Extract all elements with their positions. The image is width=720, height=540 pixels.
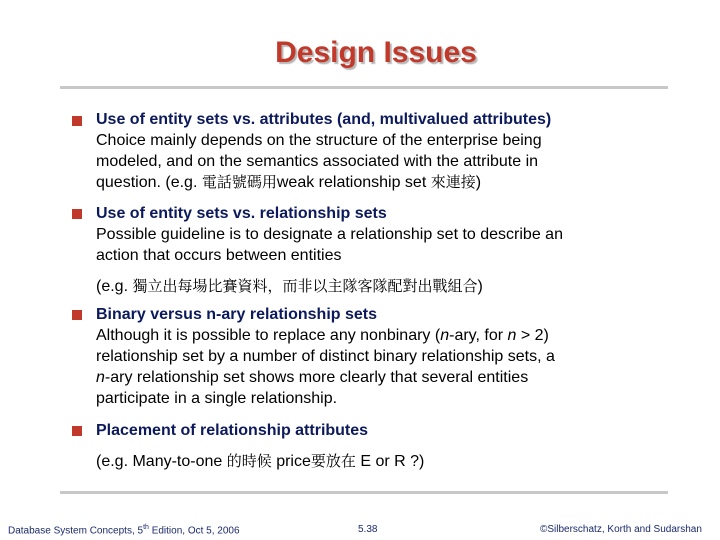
cjk-text: 獨立出每場比賽資料，而非以主隊客隊配對出戰組合 (132, 277, 478, 295)
bullet-heading: Use of entity sets vs. attributes (and, multivalued attributes) (96, 111, 552, 128)
bullet-entity-vs-relationship (96, 203, 636, 266)
text-run: Although it is possible to replace any nonbinary ( (96, 327, 441, 344)
text-run: question. (e.g. (96, 174, 202, 191)
footer-copyright: ©Silberschatz, Korth and Sudarshan (540, 524, 702, 535)
bullet-heading: Use of entity sets vs. relationship sets (96, 205, 387, 222)
cjk-text: 要放在 (310, 452, 356, 470)
text-run: -ary, for (449, 327, 508, 344)
bullet-heading: Binary versus n-ary relationship sets (96, 306, 377, 323)
italic-n: n (507, 327, 517, 344)
bullet-entity-vs-attribute (96, 109, 636, 193)
body-line: Choice mainly depends on the structure of the enterprise being (96, 132, 542, 149)
footer-page-number: 5.38 (358, 524, 378, 535)
bullet-example-line (96, 451, 636, 472)
italic-n: n (96, 369, 105, 386)
cjk-text: 的時候 (226, 452, 272, 470)
text-run: price (271, 453, 311, 470)
body-line-example (96, 451, 636, 472)
text-run: -ary relationship set shows more clearly that several entities (104, 369, 529, 386)
body-line-example (96, 172, 636, 193)
italic-n: n (440, 327, 450, 344)
body-line: action that occurs between entities (96, 247, 342, 264)
bullet-square-icon (72, 209, 82, 219)
superscript: th (143, 524, 149, 531)
text-run: (e.g. Many-to-one (96, 453, 227, 470)
footer-divider (60, 491, 668, 494)
body-line (96, 367, 636, 388)
text-run: ) (475, 174, 482, 191)
title-divider (60, 86, 668, 89)
body-line: modeled, and on the semantics associated with the attribute in (96, 153, 539, 170)
text-run: Database System Concepts, 5 (8, 525, 144, 537)
body-line-example (96, 276, 636, 297)
footer-book-title (8, 524, 240, 536)
bullet-square-icon (72, 310, 82, 320)
body-line: Possible guideline is to designate a relationship set to describe an (96, 226, 563, 243)
body-line: participate in a single relationship. (96, 390, 338, 407)
bullet-binary-vs-nary (96, 304, 636, 409)
slide-title: Design Issues (275, 36, 477, 69)
bullet-square-icon (72, 426, 82, 436)
body-line (96, 325, 636, 346)
cjk-text: 電話號碼用 (201, 173, 277, 191)
cjk-text: 來連接 (430, 173, 476, 191)
bullet-relationship-attributes (96, 420, 636, 441)
bullet-heading: Placement of relationship attributes (96, 422, 369, 439)
text-run: (e.g. (96, 278, 133, 295)
body-line: relationship set by a number of distinct binary relationship sets, a (96, 348, 555, 365)
text-run: Edition, Oct 5, 2006 (148, 525, 240, 537)
bullet-square-icon (72, 116, 82, 126)
text-run: E or R ?) (355, 453, 425, 470)
text-run: > 2) (516, 327, 549, 344)
bullet-example-line (96, 276, 636, 297)
text-run: weak relationship set (276, 174, 431, 191)
text-run: ) (477, 278, 483, 295)
